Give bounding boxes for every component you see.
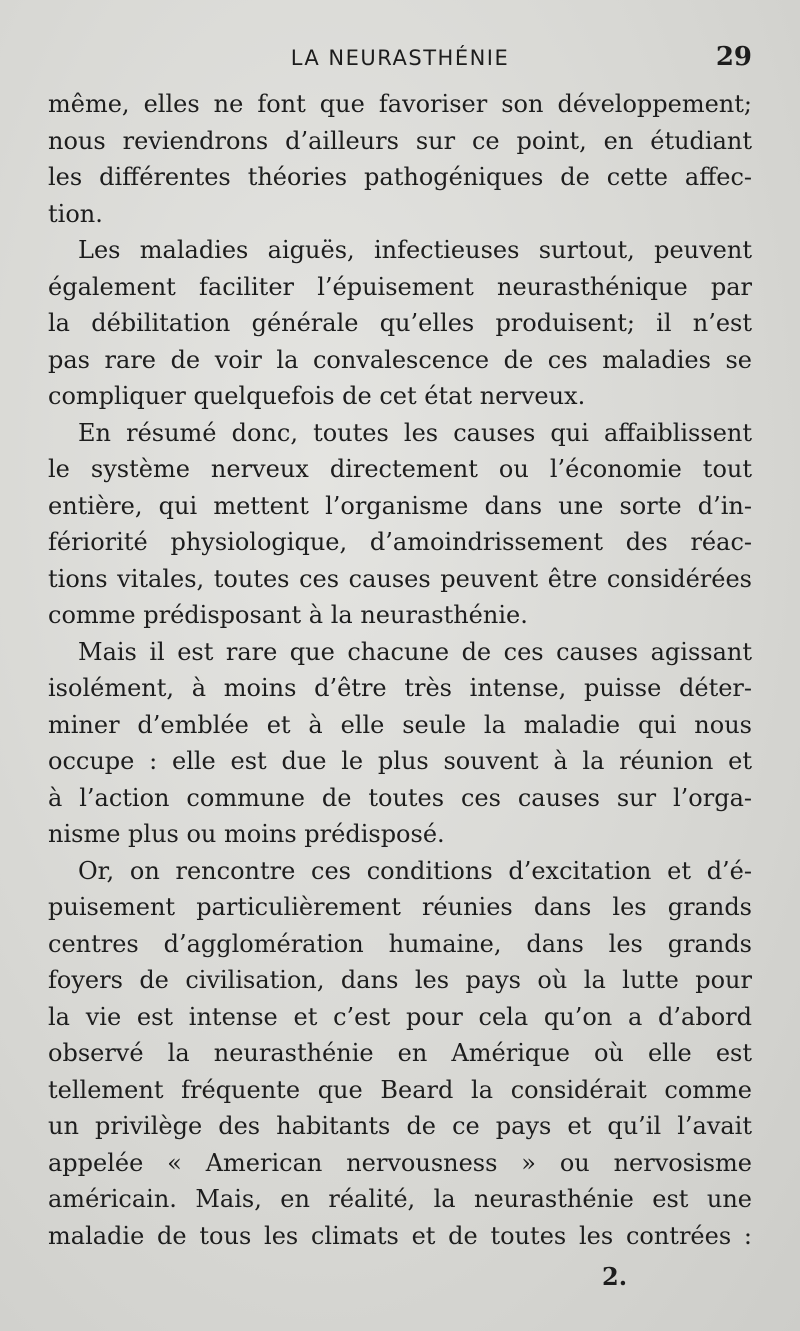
text-line: En résumé donc, toutes les causes qui affaiblissent	[78, 418, 752, 447]
text-line: fériorité physiologique, d’amoindrissement des réac-	[48, 528, 752, 556]
text-line: américain. Mais, en réalité, la neurasthénie est une	[48, 1185, 752, 1213]
text-line: occupe : elle est due le plus souvent à la réunion et	[48, 747, 752, 775]
running-title: LA NEURASTHÉNIE	[290, 46, 510, 70]
text-line: nisme plus ou moins prédisposé.	[48, 820, 445, 848]
text-line: également faciliter l’épuisement neurasthénique par	[48, 272, 752, 301]
text-line: compliquer quelquefois de cet état nerveux.	[48, 382, 586, 410]
body-text	[48, 86, 752, 1254]
text-line: le système nerveux directement ou l’économie tout	[48, 455, 752, 483]
text-line: observé la neurasthénie en Amérique où elle est	[48, 1039, 752, 1067]
text-line: Les maladies aiguës, infectieuses surtout, peuvent	[78, 236, 752, 264]
text-line: la débilitation générale qu’elles produisent; il n’est	[48, 309, 752, 337]
text-line: appelée « American nervousness » ou nervosisme	[48, 1148, 752, 1177]
text-line: miner d’emblée et à elle seule la maladie qui nous	[48, 710, 752, 739]
page-number: 29	[715, 42, 752, 72]
text-line: puisement particulièrement réunies dans les grands	[48, 893, 752, 921]
text-line: comme prédisposant à la neurasthénie.	[48, 601, 528, 629]
text-line: maladie de tous les climats et de toutes les contrées :	[48, 1221, 752, 1250]
text-line: isolément, à moins d’être très intense, puisse déter-	[48, 674, 752, 702]
text-line: la vie est intense et c’est pour cela qu’on a d’abord	[48, 1002, 752, 1031]
text-line: à l’action commune de toutes ces causes sur l’orga-	[48, 783, 752, 812]
text-line: tions vitales, toutes ces causes peuvent être considérées	[48, 564, 752, 593]
text-line: Or, on rencontre ces conditions d’excitation et d’é-	[78, 856, 752, 885]
text-line: les différentes théories pathogéniques de cette affec-	[48, 163, 752, 191]
text-line: centres d’agglomération humaine, dans les grands	[48, 929, 752, 958]
text-line: tion.	[48, 199, 103, 228]
text-line: un privilège des habitants de ce pays et qu’il l’avait	[48, 1112, 752, 1140]
running-head	[0, 40, 800, 80]
text-line: tellement fréquente que Beard la considérait comme	[48, 1075, 752, 1104]
text-line: nous reviendrons d’ailleurs sur ce point, en étudiant	[48, 126, 752, 155]
text-line: même, elles ne font que favoriser son développement;	[48, 90, 752, 118]
signature-mark: 2.	[602, 1262, 628, 1291]
text-line: Mais il est rare que chacune de ces causes agissant	[78, 637, 752, 666]
text-line: entière, qui mettent l’organisme dans une sorte d’in-	[48, 491, 752, 520]
text-line: pas rare de voir la convalescence de ces maladies se	[48, 345, 752, 374]
text-line: foyers de civilisation, dans les pays où la lutte pour	[48, 966, 752, 994]
